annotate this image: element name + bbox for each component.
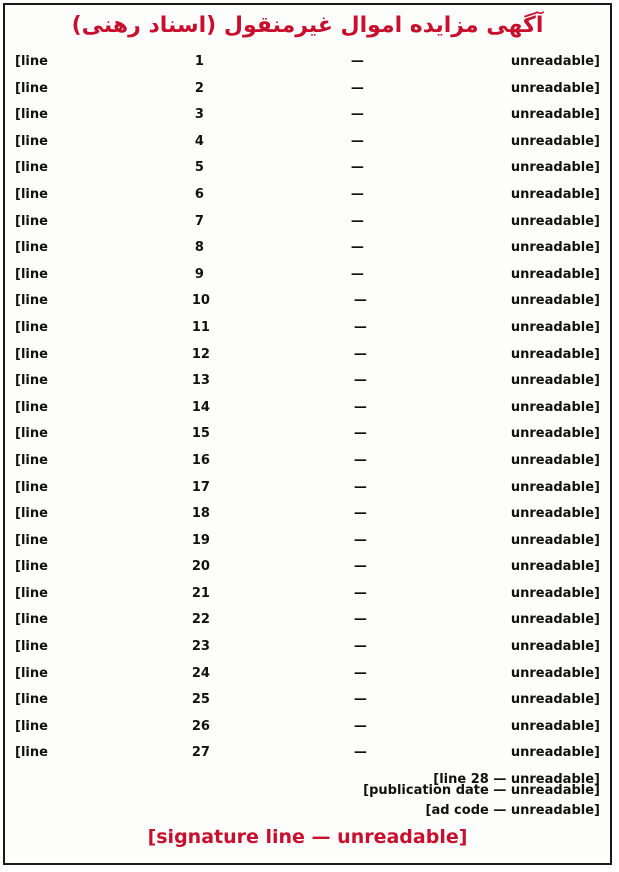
- signature-line: [signature line — unreadable]: [147, 826, 468, 848]
- notice-frame: [3, 3, 612, 865]
- notice-line: [line 11 — unreadable]: [15, 319, 600, 335]
- notice-line: [line 6 — unreadable]: [15, 186, 600, 202]
- notice-line: [line 16 — unreadable]: [15, 452, 600, 468]
- notice-line: [line 5 — unreadable]: [15, 160, 600, 176]
- notice-line: [line 15 — unreadable]: [15, 426, 600, 442]
- notice-line: [line 2 — unreadable]: [15, 80, 600, 96]
- notice-line: [line 23 — unreadable]: [15, 639, 600, 655]
- notice-line: [line 17 — unreadable]: [15, 479, 600, 495]
- notice-line: [line 20 — unreadable]: [15, 559, 600, 575]
- notice-line: [line 27 — unreadable]: [15, 745, 600, 761]
- notice-line: [line 3 — unreadable]: [15, 107, 600, 123]
- ad-code: [ad code — unreadable]: [425, 803, 600, 818]
- notice-line: [line 28 — unreadable]: [433, 772, 600, 788]
- notice-line: [line 24 — unreadable]: [15, 665, 600, 681]
- notice-line: [line 14 — unreadable]: [15, 399, 600, 415]
- notice-line: [line 9 — unreadable]: [15, 266, 600, 282]
- notice-line: [line 21 — unreadable]: [15, 585, 600, 601]
- notice-line: [line 8 — unreadable]: [15, 240, 600, 256]
- publish-date: [publication date — unreadable]: [363, 783, 600, 798]
- notice-line: [line 18 — unreadable]: [15, 506, 600, 522]
- notice-line: [line 12 — unreadable]: [15, 346, 600, 362]
- notice-line: [line 19 — unreadable]: [15, 532, 600, 548]
- notice-title: آگهی مزایده اموال غیرمنقول (اسناد رهنی): [71, 13, 544, 38]
- notice-line: [line 1 — unreadable]: [15, 54, 600, 69]
- notice-line: [line 13 — unreadable]: [15, 373, 600, 389]
- notice-line: [line 25 — unreadable]: [15, 692, 600, 708]
- notice-line: [line 4 — unreadable]: [15, 133, 600, 149]
- notice-body: [15, 49, 600, 794]
- notice-line: [line 22 — unreadable]: [15, 612, 600, 628]
- notice-line: [line 26 — unreadable]: [15, 718, 600, 734]
- notice-line: [line 7 — unreadable]: [15, 213, 600, 229]
- notice-line: [line 10 — unreadable]: [15, 293, 600, 309]
